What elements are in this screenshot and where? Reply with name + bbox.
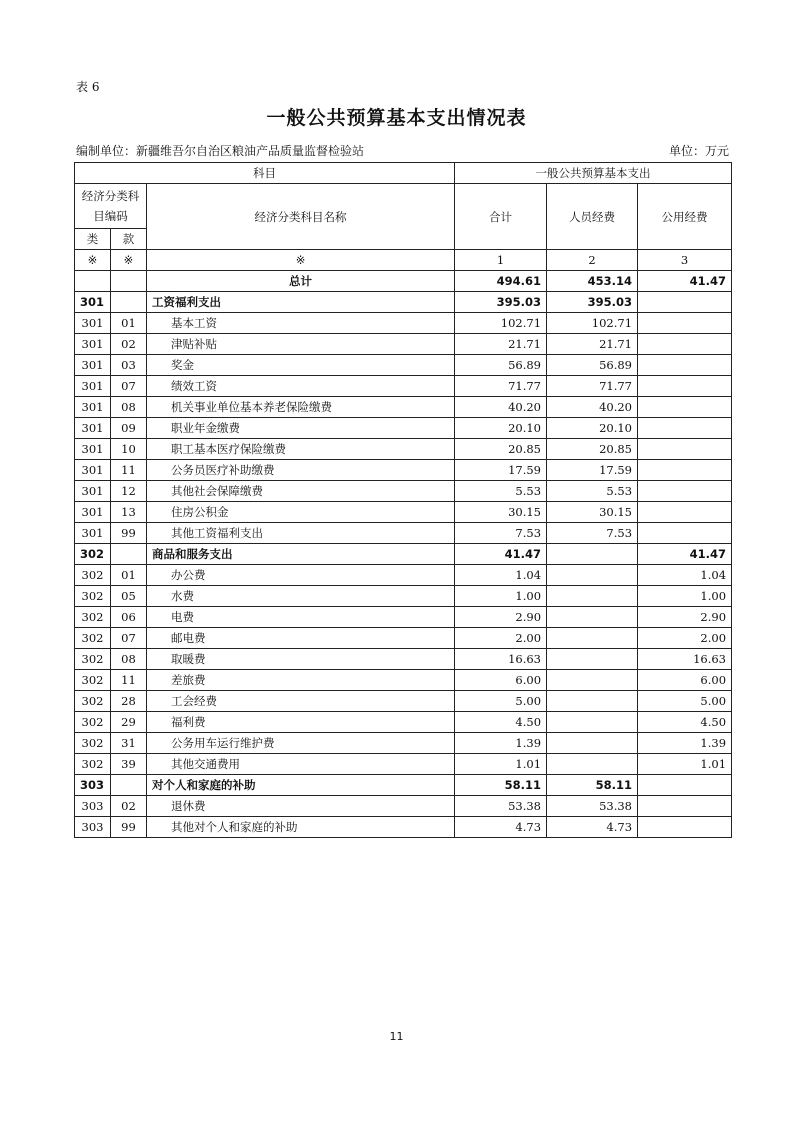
row-total: 58.11 (455, 775, 547, 796)
table-row (75, 418, 732, 439)
row-lei: 301 (75, 292, 111, 313)
row-name: 水费 (147, 586, 455, 607)
header-total: 合计 (455, 184, 547, 250)
row-name: 职工基本医疗保险缴费 (147, 439, 455, 460)
row-name: 电费 (147, 607, 455, 628)
row-total: 5.00 (455, 691, 547, 712)
header-row-4 (75, 250, 732, 271)
row-kuan: 99 (111, 523, 147, 544)
row-public: 6.00 (638, 670, 732, 691)
category-row (75, 775, 732, 796)
row-kuan: 29 (111, 712, 147, 733)
row-public (638, 502, 732, 523)
row-kuan (111, 544, 147, 565)
row-name: 津贴补贴 (147, 334, 455, 355)
row-name: 公务用车运行维护费 (147, 733, 455, 754)
row-public (638, 523, 732, 544)
row-name: 其他工资福利支出 (147, 523, 455, 544)
row-total: 6.00 (455, 670, 547, 691)
row-lei: 302 (75, 754, 111, 775)
row-total: 4.73 (455, 817, 547, 838)
row-total: 40.20 (455, 397, 547, 418)
row-total: 2.00 (455, 628, 547, 649)
row-personnel: 395.03 (547, 292, 638, 313)
table-row (75, 523, 732, 544)
row-personnel (547, 565, 638, 586)
row-kuan: 10 (111, 439, 147, 460)
summary-public: 41.47 (638, 271, 732, 292)
row-kuan: 05 (111, 586, 147, 607)
row-total: 71.77 (455, 376, 547, 397)
row-public: 2.00 (638, 628, 732, 649)
row-lei: 301 (75, 460, 111, 481)
table-row (75, 754, 732, 775)
row-public (638, 796, 732, 817)
table-row (75, 649, 732, 670)
row-personnel: 4.73 (547, 817, 638, 838)
table-row (75, 502, 732, 523)
currency-unit: 单位：万元 (668, 144, 729, 158)
row-public (638, 460, 732, 481)
row-lei: 301 (75, 355, 111, 376)
row-kuan (111, 292, 147, 313)
row-lei: 302 (75, 607, 111, 628)
mark-cell: ※ (147, 250, 455, 271)
row-personnel (547, 586, 638, 607)
row-name: 取暖费 (147, 649, 455, 670)
row-public (638, 355, 732, 376)
row-personnel (547, 754, 638, 775)
row-personnel: 17.59 (547, 460, 638, 481)
row-kuan (111, 775, 147, 796)
row-kuan: 02 (111, 334, 147, 355)
row-lei: 303 (75, 796, 111, 817)
mark-cell: ※ (75, 250, 111, 271)
table-row (75, 712, 732, 733)
row-personnel: 5.53 (547, 481, 638, 502)
row-personnel: 58.11 (547, 775, 638, 796)
row-name: 其他交通费用 (147, 754, 455, 775)
category-row (75, 292, 732, 313)
row-total: 102.71 (455, 313, 547, 334)
row-lei: 302 (75, 691, 111, 712)
table-row (75, 733, 732, 754)
table-row (75, 670, 732, 691)
compiling-unit: 编制单位：新疆维吾尔自治区粮油产品质量监督检验站 (76, 144, 365, 158)
table-row (75, 334, 732, 355)
header-econ-name: 经济分类科目名称 (147, 184, 455, 250)
row-public (638, 817, 732, 838)
header-row-2 (75, 184, 732, 229)
row-public: 1.00 (638, 586, 732, 607)
row-total: 20.10 (455, 418, 547, 439)
row-lei: 301 (75, 334, 111, 355)
row-total: 4.50 (455, 712, 547, 733)
row-public: 41.47 (638, 544, 732, 565)
row-personnel: 53.38 (547, 796, 638, 817)
row-public (638, 397, 732, 418)
summary-row (75, 271, 732, 292)
row-personnel: 71.77 (547, 376, 638, 397)
table-row (75, 397, 732, 418)
row-kuan: 06 (111, 607, 147, 628)
row-lei: 301 (75, 376, 111, 397)
row-lei: 301 (75, 439, 111, 460)
page-title: 一般公共预算基本支出情况表 (266, 107, 527, 129)
row-personnel (547, 544, 638, 565)
row-total: 16.63 (455, 649, 547, 670)
summary-empty (75, 271, 111, 292)
row-name: 商品和服务支出 (147, 544, 455, 565)
row-personnel: 40.20 (547, 397, 638, 418)
row-kuan: 13 (111, 502, 147, 523)
row-public: 1.04 (638, 565, 732, 586)
table-row (75, 376, 732, 397)
row-lei: 301 (75, 502, 111, 523)
table-row (75, 439, 732, 460)
row-public (638, 439, 732, 460)
row-kuan: 31 (111, 733, 147, 754)
row-kuan: 39 (111, 754, 147, 775)
row-total: 53.38 (455, 796, 547, 817)
row-personnel: 7.53 (547, 523, 638, 544)
table-row (75, 460, 732, 481)
row-lei: 302 (75, 670, 111, 691)
row-name: 基本工资 (147, 313, 455, 334)
table-row (75, 355, 732, 376)
row-lei: 302 (75, 565, 111, 586)
column-index-3: 3 (638, 250, 732, 271)
row-lei: 302 (75, 628, 111, 649)
row-kuan: 28 (111, 691, 147, 712)
row-lei: 302 (75, 712, 111, 733)
table-row (75, 313, 732, 334)
row-total: 5.53 (455, 481, 547, 502)
row-kuan: 01 (111, 313, 147, 334)
table-number: 表 6 (76, 80, 100, 94)
table-row (75, 691, 732, 712)
row-total: 7.53 (455, 523, 547, 544)
row-public (638, 481, 732, 502)
row-name: 职业年金缴费 (147, 418, 455, 439)
row-kuan: 07 (111, 628, 147, 649)
row-total: 17.59 (455, 460, 547, 481)
row-kuan: 11 (111, 460, 147, 481)
row-kuan: 12 (111, 481, 147, 502)
row-total: 395.03 (455, 292, 547, 313)
row-kuan: 08 (111, 397, 147, 418)
table-row (75, 817, 732, 838)
row-personnel (547, 670, 638, 691)
row-total: 41.47 (455, 544, 547, 565)
row-public (638, 418, 732, 439)
row-lei: 303 (75, 817, 111, 838)
row-total: 1.00 (455, 586, 547, 607)
row-lei: 301 (75, 481, 111, 502)
header-kuan: 款 (111, 229, 147, 250)
summary-total: 494.61 (455, 271, 547, 292)
row-personnel (547, 649, 638, 670)
budget-table (74, 162, 732, 838)
header-basic-expense: 一般公共预算基本支出 (455, 163, 732, 184)
row-total: 21.71 (455, 334, 547, 355)
row-name: 机关事业单位基本养老保险缴费 (147, 397, 455, 418)
row-personnel (547, 712, 638, 733)
summary-empty (111, 271, 147, 292)
row-name: 对个人和家庭的补助 (147, 775, 455, 796)
row-lei: 301 (75, 523, 111, 544)
table-row (75, 607, 732, 628)
row-name: 办公费 (147, 565, 455, 586)
row-total: 30.15 (455, 502, 547, 523)
table-row (75, 796, 732, 817)
header-econ-code: 经济分类科目编码 (75, 184, 147, 229)
table-row (75, 565, 732, 586)
row-lei: 303 (75, 775, 111, 796)
row-kuan: 99 (111, 817, 147, 838)
summary-personnel: 453.14 (547, 271, 638, 292)
row-public (638, 334, 732, 355)
header-subject: 科目 (75, 163, 455, 184)
row-public: 1.01 (638, 754, 732, 775)
summary-label: 总计 (147, 271, 455, 292)
row-name: 工资福利支出 (147, 292, 455, 313)
row-name: 差旅费 (147, 670, 455, 691)
row-personnel (547, 691, 638, 712)
column-index-2: 2 (547, 250, 638, 271)
row-name: 其他对个人和家庭的补助 (147, 817, 455, 838)
row-public: 16.63 (638, 649, 732, 670)
row-kuan: 02 (111, 796, 147, 817)
row-personnel: 56.89 (547, 355, 638, 376)
row-public: 1.39 (638, 733, 732, 754)
row-public (638, 775, 732, 796)
row-public (638, 313, 732, 334)
row-personnel: 21.71 (547, 334, 638, 355)
row-name: 邮电费 (147, 628, 455, 649)
row-name: 公务员医疗补助缴费 (147, 460, 455, 481)
row-kuan: 11 (111, 670, 147, 691)
row-kuan: 07 (111, 376, 147, 397)
row-name: 住房公积金 (147, 502, 455, 523)
row-name: 绩效工资 (147, 376, 455, 397)
header-lei: 类 (75, 229, 111, 250)
row-name: 福利费 (147, 712, 455, 733)
column-index-1: 1 (455, 250, 547, 271)
row-total: 1.01 (455, 754, 547, 775)
row-lei: 302 (75, 649, 111, 670)
header-personnel: 人员经费 (547, 184, 638, 250)
row-total: 1.04 (455, 565, 547, 586)
row-total: 1.39 (455, 733, 547, 754)
row-name: 奖金 (147, 355, 455, 376)
row-lei: 301 (75, 418, 111, 439)
header-row-1 (75, 163, 732, 184)
row-personnel: 20.10 (547, 418, 638, 439)
table-row (75, 628, 732, 649)
row-lei: 302 (75, 733, 111, 754)
row-personnel: 20.85 (547, 439, 638, 460)
row-lei: 302 (75, 586, 111, 607)
row-lei: 301 (75, 313, 111, 334)
row-public: 4.50 (638, 712, 732, 733)
table-row (75, 481, 732, 502)
row-public (638, 376, 732, 397)
row-kuan: 08 (111, 649, 147, 670)
row-personnel (547, 607, 638, 628)
row-public: 5.00 (638, 691, 732, 712)
row-name: 退休费 (147, 796, 455, 817)
row-name: 工会经费 (147, 691, 455, 712)
row-public: 2.90 (638, 607, 732, 628)
row-kuan: 09 (111, 418, 147, 439)
table-row (75, 586, 732, 607)
row-kuan: 01 (111, 565, 147, 586)
row-total: 2.90 (455, 607, 547, 628)
row-lei: 302 (75, 544, 111, 565)
row-personnel: 102.71 (547, 313, 638, 334)
mark-cell: ※ (111, 250, 147, 271)
row-total: 20.85 (455, 439, 547, 460)
row-total: 56.89 (455, 355, 547, 376)
page-number: 11 (389, 1030, 404, 1043)
category-row (75, 544, 732, 565)
row-personnel (547, 628, 638, 649)
row-lei: 301 (75, 397, 111, 418)
header-public: 公用经费 (638, 184, 732, 250)
row-personnel (547, 733, 638, 754)
row-name: 其他社会保障缴费 (147, 481, 455, 502)
row-personnel: 30.15 (547, 502, 638, 523)
row-public (638, 292, 732, 313)
row-kuan: 03 (111, 355, 147, 376)
